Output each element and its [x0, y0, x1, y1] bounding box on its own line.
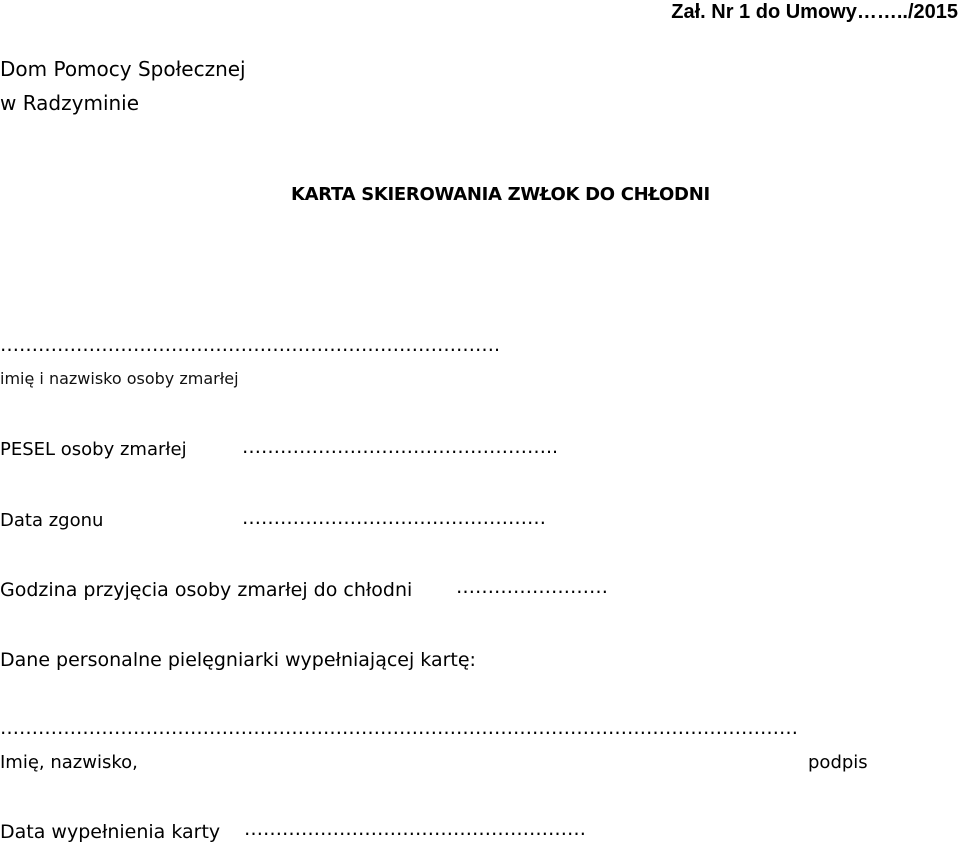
completion-date-field[interactable]: ………………………………………………: [244, 818, 586, 840]
date-of-death-field[interactable]: …………………………………………: [242, 507, 546, 529]
deceased-name-caption: imię i nazwisko osoby zmarłej: [0, 369, 239, 388]
nurse-signature-field[interactable]: ………………………………………………………………………………………………………………: [0, 717, 798, 739]
document-title: KARTA SKIEROWANIA ZWŁOK DO CHŁODNI: [291, 184, 710, 205]
institution-name: Dom Pomocy Społecznej: [0, 57, 246, 81]
completion-date-label: Data wypełnienia karty: [0, 821, 221, 843]
pesel-field[interactable]: …………………………………………..: [242, 436, 559, 458]
institution-location: w Radzyminie: [0, 91, 140, 115]
annex-reference: Zał. Nr 1 do Umowy……../2015: [671, 1, 958, 23]
admission-time-field[interactable]: ……………………: [456, 576, 608, 598]
admission-time-label: Godzina przyjęcia osoby zmarłej do chłodni: [0, 579, 413, 601]
pesel-label: PESEL osoby zmarłej: [0, 439, 187, 460]
deceased-name-field[interactable]: …………………………………………………………………….: [0, 334, 501, 356]
nurse-name-caption: Imię, nazwisko,: [0, 752, 138, 773]
signature-caption: podpis: [808, 752, 868, 773]
date-of-death-label: Data zgonu: [0, 510, 104, 531]
nurse-section-heading: Dane personalne pielęgniarki wypełniającej kartę:: [0, 649, 476, 671]
